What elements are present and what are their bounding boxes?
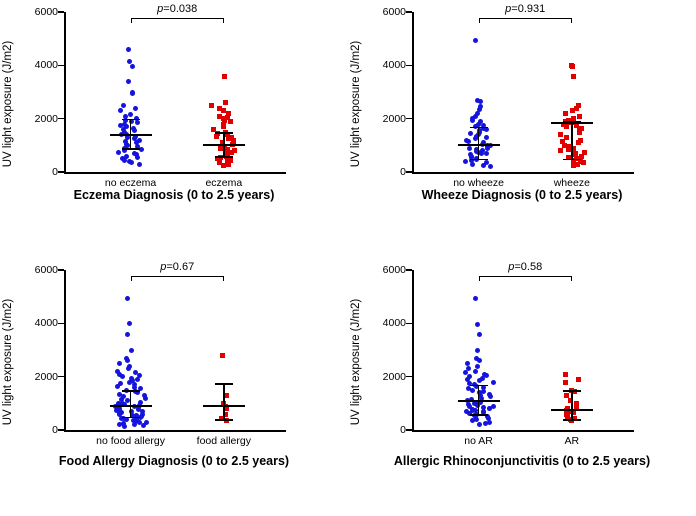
data-point-square [226,162,231,167]
data-point-square [214,134,219,139]
y-axis-label: UV light exposure (J/m2) [2,298,14,426]
significance-tick-left [479,18,480,23]
data-point-square [564,124,569,129]
data-point-circle [135,120,140,125]
data-point-circle [463,159,468,164]
data-point-circle [120,374,125,379]
data-point-square [222,74,227,79]
p-value-label: p=0.038 [157,3,198,15]
panel-title-eczema: Eczema Diagnosis (0 to 2.5 years) [73,188,275,202]
data-point-square [220,353,225,358]
error-bar-cap-top [215,383,233,385]
data-point-square [577,114,582,119]
data-point-circle [487,406,492,411]
axes-ar [382,261,634,447]
significance-tick-right [571,18,572,23]
error-bar-cap-bottom [563,159,581,161]
data-point-circle [127,59,132,64]
data-point-circle [481,163,486,168]
y-axis-tick [406,429,412,431]
data-point-circle [130,91,135,96]
data-point-circle [117,361,122,366]
y-axis-tick [406,376,412,378]
data-point-circle [118,108,123,113]
error-bar-cap-bottom [122,417,140,419]
panel-allergic-rhinoconjunctivitis [348,258,696,516]
error-bar-vertical [223,132,225,156]
data-point-circle [477,332,482,337]
p-value-label: p=0.67 [160,261,195,273]
axes-wheeze [382,3,634,189]
data-point-circle [477,378,482,383]
x-axis-category-label: wheeze [553,177,590,189]
data-point-square [563,380,568,385]
data-point-square [221,163,226,168]
panel-title-food-allergy: Food Allergy Diagnosis (0 to 2.5 years) [58,454,290,468]
y-axis-tick-label: 4000 [34,317,58,330]
significance-tick-left [479,276,480,281]
x-axis-category-label: eczema [205,177,243,189]
data-point-circle [133,106,138,111]
error-bar-vertical [571,121,573,158]
y-axis-label: UV light exposure (J/m2) [2,40,14,168]
y-axis-tick-label: 0 [52,166,58,178]
y-axis-tick-label: 0 [400,424,406,436]
error-bar-vertical [478,385,480,414]
data-point-circle [132,128,137,133]
error-bar-cap-top [122,390,140,392]
data-point-square [224,393,229,398]
y-axis-label: UV light exposure (J/m2) [350,40,362,168]
data-point-circle [478,99,483,104]
data-point-circle [129,348,134,353]
error-bar-cap-bottom [215,156,233,158]
y-axis-tick [406,118,412,120]
data-point-circle [484,135,489,140]
y-axis-tick-label: 6000 [34,264,58,276]
error-bar-vertical [223,383,225,419]
error-bar-vertical [571,390,573,419]
data-point-circle [488,394,493,399]
data-point-circle [143,396,148,401]
data-point-circle [475,322,480,327]
x-axis-category-label: no AR [464,435,493,447]
x-axis-line [412,172,634,174]
data-point-circle [135,155,140,160]
data-point-circle [132,422,137,427]
data-point-circle [473,38,478,43]
y-axis-tick-label: 6000 [382,6,406,18]
y-axis-tick [58,65,64,67]
y-axis-tick-label: 0 [52,424,58,436]
data-point-square [576,377,581,382]
error-bar-vertical [478,127,480,159]
data-point-square [577,130,582,135]
error-bar-cap-bottom [215,419,233,421]
data-point-circle [473,296,478,301]
data-point-circle [125,332,130,337]
y-axis-tick-label: 2000 [34,112,58,125]
data-point-circle [128,112,133,117]
data-point-circle [484,151,489,156]
data-point-circle [488,164,493,169]
panel-food-allergy [0,258,348,516]
data-point-square [570,64,575,69]
data-point-square [574,404,579,409]
data-point-circle [130,64,135,69]
error-bar-cap-top [215,132,233,134]
data-point-circle [470,118,475,123]
data-point-circle [115,384,120,389]
data-point-circle [126,79,131,84]
y-axis-tick-label: 2000 [34,370,58,383]
data-point-square [571,163,576,168]
y-axis-tick [58,269,64,271]
data-point-circle [475,364,480,369]
data-point-circle [127,321,132,326]
significance-tick-left [131,18,132,23]
y-axis-label: UV light exposure (J/m2) [350,298,362,426]
data-point-square [576,140,581,145]
y-axis-tick-label: 4000 [382,317,406,330]
y-axis-line [412,12,414,172]
x-axis-category-label: no food allergy [96,435,166,447]
data-point-circle [125,296,130,301]
error-bar-cap-top [122,119,140,121]
data-point-circle [475,348,480,353]
data-point-circle [477,358,482,363]
y-axis-tick-label: 0 [400,166,406,178]
x-axis-category-label: food allergy [196,435,251,447]
data-point-square [563,111,568,116]
y-axis-line [412,270,414,430]
data-point-square [563,372,568,377]
data-point-circle [129,160,134,165]
data-point-circle [126,366,131,371]
y-axis-tick-label: 2000 [382,112,406,125]
x-axis-line [64,430,286,432]
data-point-square [571,74,576,79]
data-point-square [570,108,575,113]
panel-title-wheeze: Wheeze Diagnosis (0 to 2.5 years) [421,188,623,202]
p-value-label: p=0.931 [505,3,546,15]
data-point-square [581,160,586,165]
data-point-circle [137,162,142,167]
y-axis-tick-label: 4000 [34,59,58,72]
x-axis-category-label: no wheeze [453,177,504,189]
y-axis-tick [406,323,412,325]
y-axis-tick [58,376,64,378]
y-axis-tick [58,323,64,325]
data-point-circle [126,47,131,52]
plot-area-ar [348,258,696,468]
data-point-circle [122,424,127,429]
significance-tick-right [223,276,224,281]
data-point-square [564,393,569,398]
significance-bar [131,276,224,277]
y-axis-tick-label: 6000 [34,6,58,18]
data-point-square [558,148,563,153]
data-point-circle [477,422,482,427]
y-axis-tick [58,429,64,431]
data-point-square [221,124,226,129]
data-point-circle [473,136,478,141]
plot-area-food-allergy [0,258,348,468]
y-axis-tick [406,11,412,13]
error-bar-cap-top [563,390,581,392]
significance-tick-right [571,276,572,281]
p-value-label: p=0.58 [508,261,543,273]
error-bar-vertical [130,119,132,148]
data-point-square [558,132,563,137]
y-axis-tick [406,65,412,67]
y-axis-line [64,270,66,430]
panel-eczema [0,0,348,258]
error-bar-cap-top [470,385,488,387]
y-axis-tick [58,118,64,120]
data-point-circle [127,380,132,385]
data-point-circle [491,380,496,385]
data-point-square [223,100,228,105]
data-point-square [228,119,233,124]
data-point-circle [470,162,475,167]
error-bar-cap-bottom [563,419,581,421]
data-point-circle [473,369,478,374]
significance-bar [131,18,224,19]
data-point-circle [465,361,470,366]
data-point-circle [116,150,121,155]
error-bar-cap-top [563,121,581,123]
error-bar-cap-top [470,127,488,129]
plot-area-wheeze [348,0,696,210]
plot-area-eczema [0,0,348,210]
data-point-circle [470,418,475,423]
data-point-circle [135,377,140,382]
data-point-circle [470,388,475,393]
x-axis-line [64,172,286,174]
data-point-circle [141,423,146,428]
x-axis-category-label: AR [564,435,580,447]
significance-tick-left [131,276,132,281]
y-axis-tick [406,269,412,271]
x-axis-category-label: no eczema [104,177,157,189]
error-bar-cap-bottom [470,414,488,416]
axes-eczema [34,3,286,189]
significance-tick-right [223,18,224,23]
significance-bar [479,18,572,19]
data-point-circle [483,421,488,426]
panel-wheeze [348,0,696,258]
significance-bar [479,276,572,277]
y-axis-tick [58,11,64,13]
y-axis-line [64,12,66,172]
panel-title-ar: Allergic Rhinoconjunctivitis (0 to 2.5 years) [393,454,651,468]
axes-food-allergy [34,261,286,447]
data-point-square [209,103,214,108]
data-point-circle [125,358,130,363]
data-point-circle [121,103,126,108]
y-axis-tick-label: 2000 [382,370,406,383]
data-point-circle [466,139,471,144]
y-axis-tick-label: 6000 [382,264,406,276]
y-axis-tick [58,171,64,173]
data-point-circle [484,373,489,378]
y-axis-tick [406,171,412,173]
error-bar-vertical [130,390,132,417]
x-axis-line [412,430,634,432]
error-bar-cap-bottom [122,148,140,150]
data-point-circle [468,131,473,136]
error-bar-cap-bottom [470,159,488,161]
y-axis-tick-label: 4000 [382,59,406,72]
